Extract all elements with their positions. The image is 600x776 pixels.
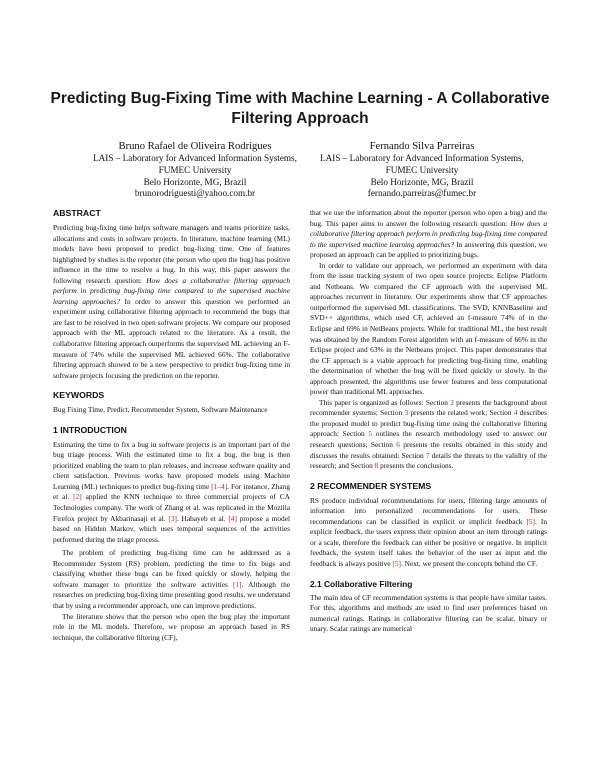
author-email: brunorodriguesti@yahoo.com.br bbox=[134, 188, 256, 199]
author-university: FUMEC University bbox=[385, 164, 459, 175]
section-link[interactable]: 8 bbox=[374, 461, 379, 471]
author-city: Belo Horizonte, MG, Brazil bbox=[370, 176, 474, 187]
rs-paragraph: RS produce individual recommendations for users, filtering large amounts of information into personalized recommendations for users. These recommendations can be classified in explicit or implicit feedback [5]. In explicit feedback, the users express their opinion about an item through ratings or a scale, therefore the feedback can either be positive or negative. In implicit feedback, the system itself takes the behavior of the user as input and the feedback is always positive [5]. Next, we present the concepts behind the CF. bbox=[310, 495, 547, 568]
citation-link[interactable]: [2] bbox=[73, 492, 82, 502]
paper-title: Predicting Bug-Fixing Time with Machine Learning - A Collaborative Filtering Approach bbox=[50, 90, 550, 127]
section-link[interactable]: 3 bbox=[404, 408, 409, 418]
section-link[interactable]: 5 bbox=[368, 429, 373, 439]
intro-paragraph: that we use the information about the reporter (person who open a bug) and the bug. This paper aims to answer the following research question: How does a collaborative filtering approach perform in predicting bug-fixing time compared to the supervised machine learning approaches? In answering this question, we proposed an approach can be applied to prioritizing bugs. bbox=[310, 208, 548, 260]
section-link[interactable]: 6 bbox=[396, 440, 400, 450]
left-column bbox=[53, 208, 290, 643]
keywords-heading: KEYWORDS bbox=[53, 390, 105, 401]
author-name: Fernando Silva Parreiras bbox=[369, 141, 475, 152]
cf-paragraph: The main idea of CF recommendation systems is that people have similar tastes. For this, algorithms and methods are used to find user preferences based on numerical ratings. Ratings in collaborative filtering can be scalar, binary or unary. Scalar ratings are numerical bbox=[310, 592, 547, 634]
abstract-heading: ABSTRACT bbox=[53, 208, 101, 218]
author-city: Belo Horizonte, MG, Brazil bbox=[143, 176, 247, 187]
citation-link[interactable]: [1] bbox=[232, 579, 242, 589]
author-affiliation: LAIS – Laboratory for Advanced Information Systems, bbox=[93, 153, 297, 163]
intro-paragraph: This paper is organized as follows: Section 2 presents the background about recommender systems; Section 3 presents the related work; Section 4 describes the proposed model to predict bug-fixing time using the collaborative filtering approach; Section 5 outlines the research methodology used to answer our research questions; Section 6 presents the results obtained in this study and discusses the results obtained; Section 7 details the threats to the validity of the research; and Section 8 presents the conclusions. bbox=[310, 397, 548, 471]
citation-link[interactable]: [3] bbox=[168, 513, 177, 523]
research-question: How does a collaborative filtering approach perform in predicting bug-fixing time compared to the supervised machine learning approaches? bbox=[310, 218, 547, 249]
collaborative-filtering-heading: 2.1 Collaborative Filtering bbox=[310, 578, 413, 589]
section-link[interactable]: 7 bbox=[425, 450, 430, 460]
citation-link[interactable]: [5] bbox=[392, 558, 401, 568]
recommender-systems-heading: 2 RECOMMENDER SYSTEMS bbox=[310, 480, 432, 491]
citation-link[interactable]: [1–4] bbox=[211, 481, 228, 491]
citation-link[interactable]: [4] bbox=[228, 513, 237, 523]
keywords-text: Bug Fixing Time, Predict, Recommender System, Software Maintenance bbox=[53, 405, 268, 415]
author-affiliation: LAIS – Laboratory for Advanced Information Systems, bbox=[320, 153, 524, 163]
intro-paragraph: The literature shows that the person who open the bug play the important role in the ML models. Therefore, we propose an approach based in RS technique, the collaborative filtering (CF), bbox=[53, 611, 290, 642]
intro-paragraph: In order to validate our approach, we performed an experiment with data from the issue tracking system of two open source projects: Eclipse Platform and Netbeans. We compared the CF approach with the supervised ML approaches recurrent in literature. Our experiments show that CF approaches outperformed the supervised ML classifications. The SVD, KNNBaseline and SVD++ algorithms, which used CF, achieved an f-measure 74% of in the Eclipse and 69% in NetBeans projects. While for traditional ML, the best result was obtained by the Random Forest algorithm with an f-measure of 66% in the Eclipse project and 63% in the Netbeans project. This paper demonstrates that the CF approach is a viable approach for predicting bug-fixing time, enabling the determination of whether the bug will be fixed quickly or slowly. In the approach presented, the algorithms use fewer features and less computational power than traditional ML approaches. bbox=[310, 260, 547, 397]
section-link[interactable]: 4 bbox=[513, 408, 518, 418]
author-block-2 bbox=[292, 140, 552, 200]
right-column bbox=[310, 208, 547, 635]
author-block-1 bbox=[65, 140, 325, 200]
citation-link[interactable]: [5] bbox=[526, 516, 536, 526]
author-university: FUMEC University bbox=[158, 164, 232, 175]
abstract-text: Predicting bug-fixing time helps software managers and teams prioritize tasks, allocations and costs in software projects. In literature, machine learning (ML) models have been proposed to predict bug-fixing time. One of features highlighted by studies is the reporter (the person who open the bug) has positive influence in the time to resolve a bug. In this way, this paper answers the following research question: How does a collaborative filtering approach perform in predicting bug-fixing time compared to the supervised machine learning approaches? In order to answer this question we performed an experiment using collaborative filtering approach to recommend the bugs that are fast to be resolved in two open software projects. We compare our proposed approach with the ML approach related to the literature. As a result, the collaborative filtering approach outperforms the supervised ML achieving an F-measure of 74% while the supervised ML achieved 66%. The collaborative filtering approach showed to be a new perspective to predict bug-fixing time in software projects focusing the prediction on the reporter. bbox=[53, 223, 290, 380]
research-question: How does a collaborative filtering approach perform in predicting bug-fixing time compared to the supervised machine learning approaches? bbox=[53, 275, 290, 306]
intro-paragraph: The problem of predicting bug-fixing time can be addressed as a Recommender System (RS) problem, predicting the time to fix bugs and classifying whether these bugs can be fixed quickly or slowly, helping the software manager to prioritize the software activities [1]. Although the researches on predicting bug-fixing time presenting good results, we understand that by using a recommender approach, one can improve predictions. bbox=[53, 548, 290, 610]
introduction-heading: 1 INTRODUCTION bbox=[53, 424, 127, 435]
section-link[interactable]: 2 bbox=[450, 397, 454, 407]
author-email: fernando.parreiras@fumec.br bbox=[367, 188, 477, 199]
intro-paragraph: Estimating the time to fix a bug in software projects is an important part of the bug triage process. With the estimated time to fix a bug, the bug is then prioritized enabling the team to plan releases, and increase software quality and client satisfaction. Previous works have proposed models using Machine Learning (ML) techniques to predict bug-fixing time [1–4]. For instance, Zhang et al. [2] applied the KNN technique to three commercial projects of CA Technologies company. The work of Zhang et al. was replicated in the Mozilla Firefox project by Akbarinasaji et al. [3]. Habayeb et al. [4] propose a model based on Hidden Markov, which uses temporal sequences of the activities performed during the triage process. bbox=[53, 439, 291, 544]
author-name: Bruno Rafael de Oliveira Rodrigues bbox=[118, 141, 272, 152]
